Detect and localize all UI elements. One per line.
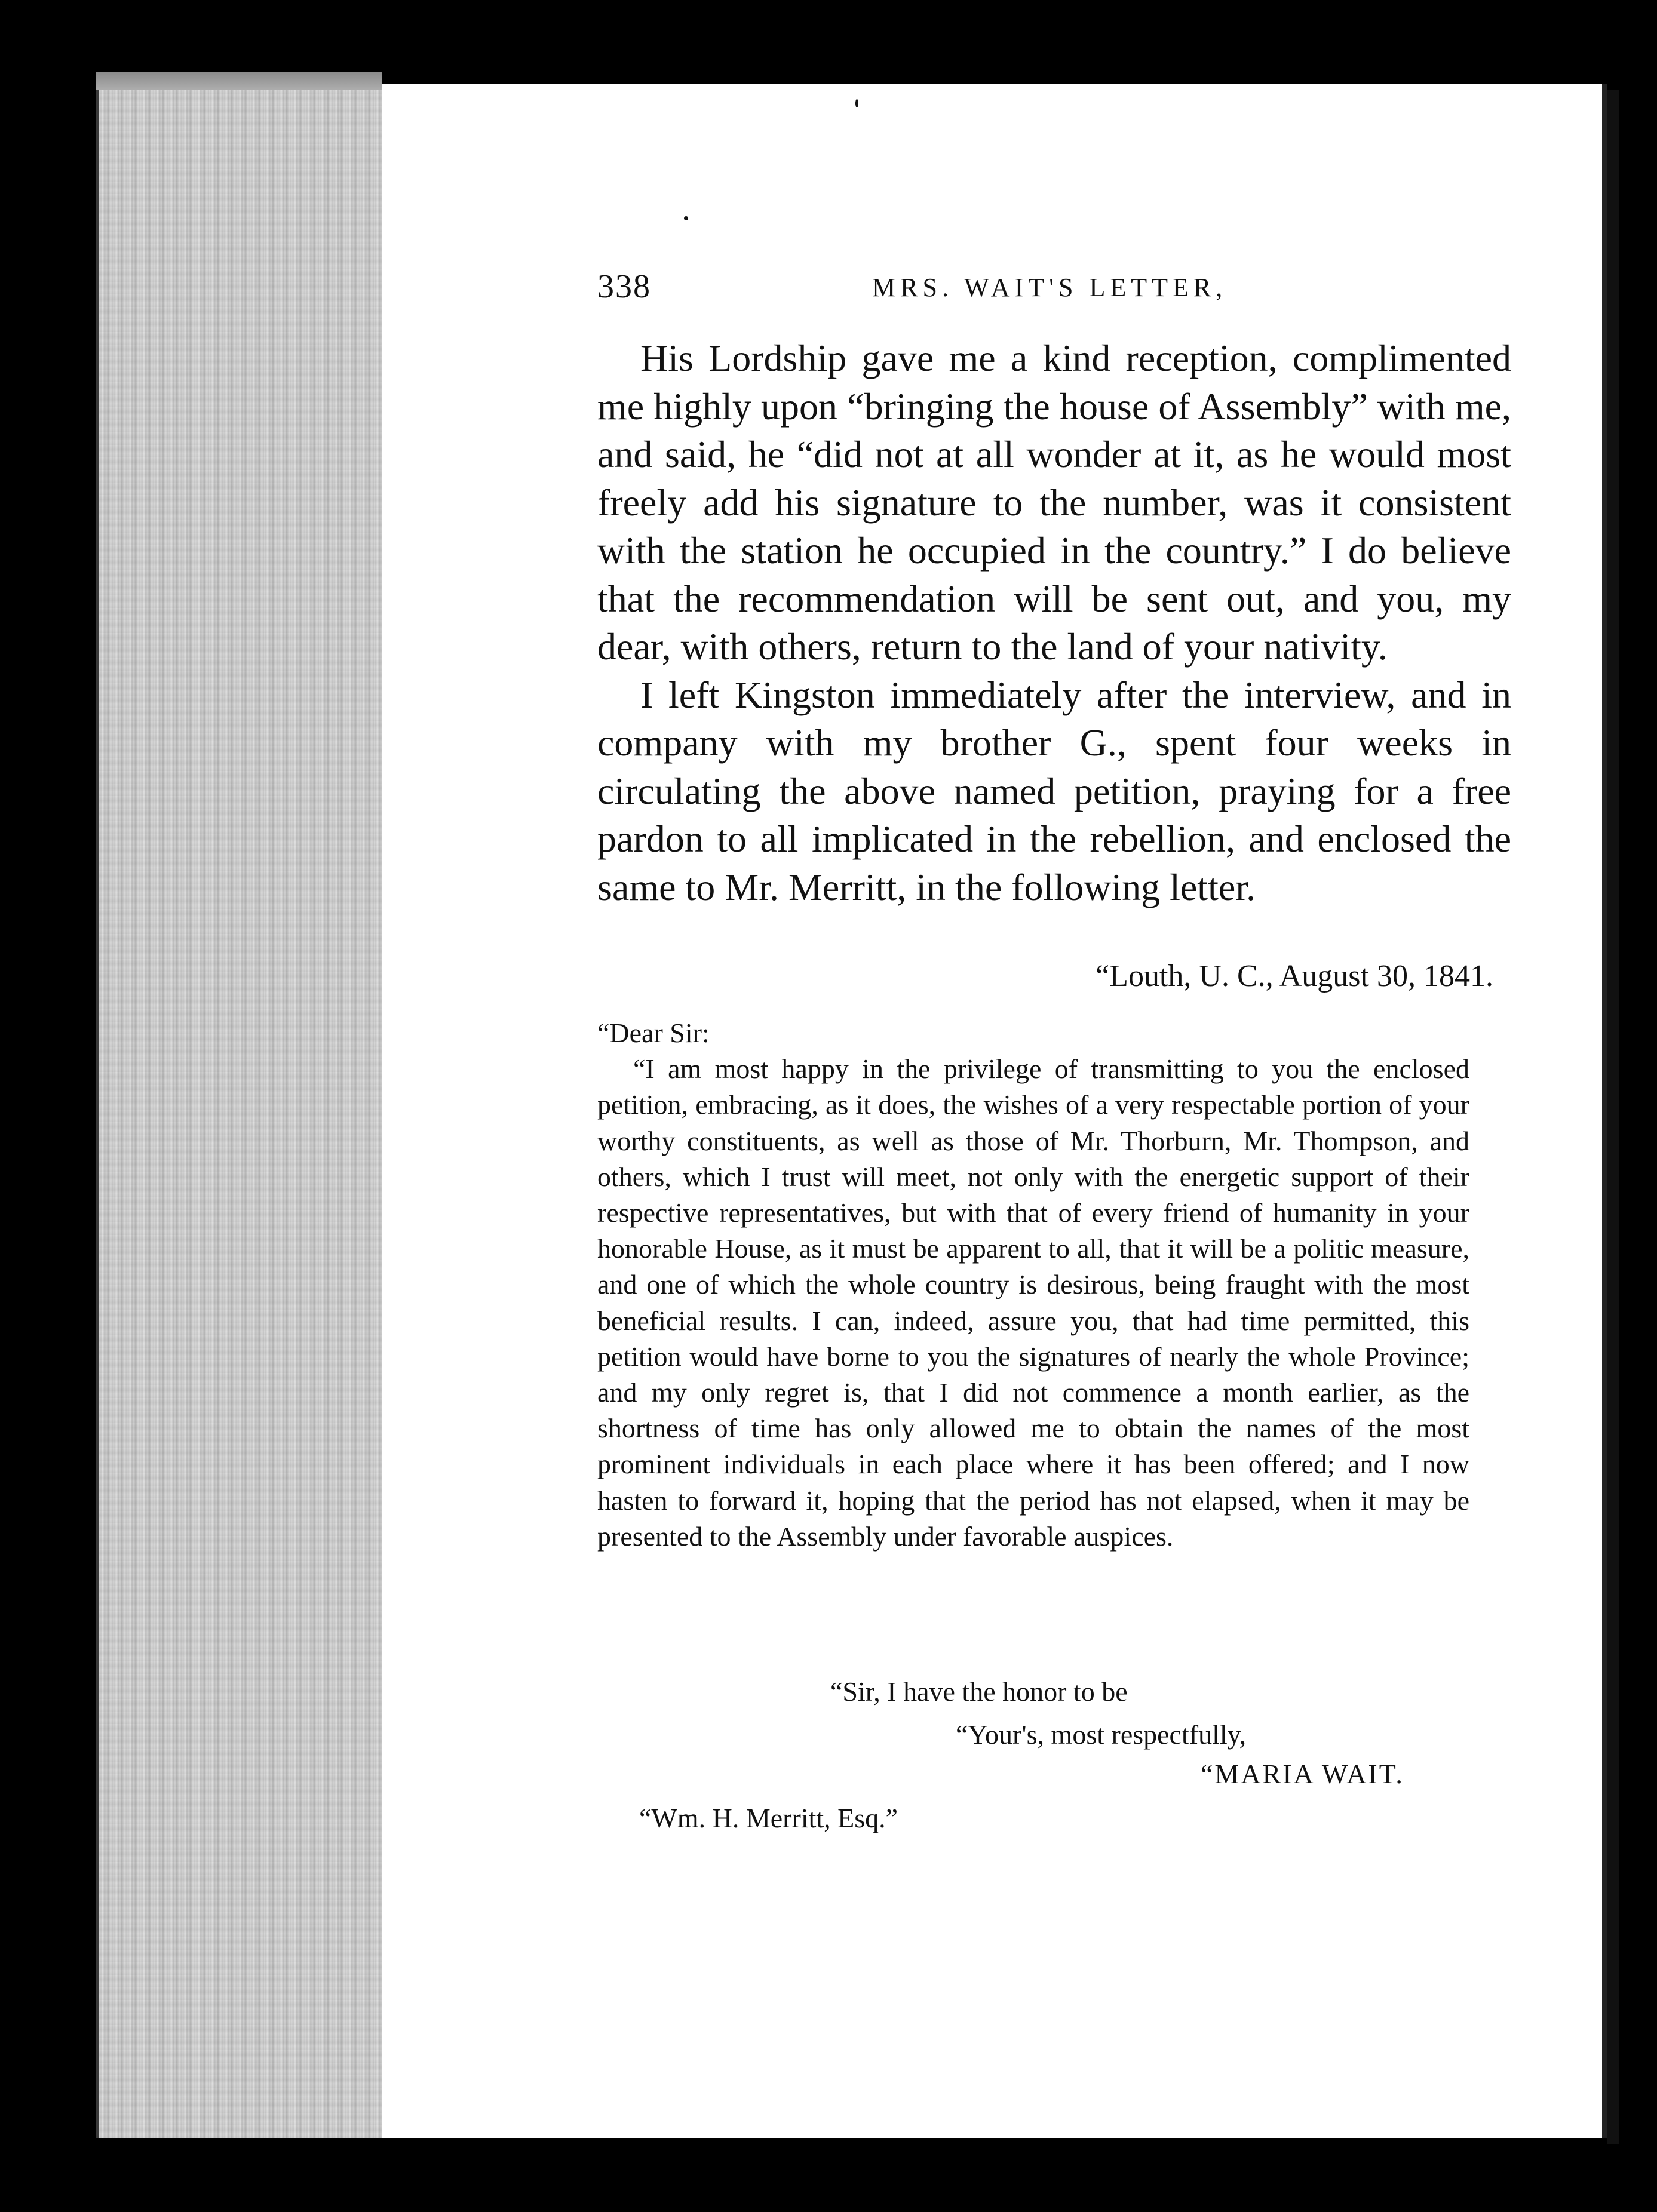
letter-body: “I am most happy in the privilege of transmitting to you the enclosed petition, embracing, as it does, the wishes of a very respectable portion of your worthy constituents, as well as those of Mr. Thorburn, Mr. Thompson, and others, which I trust will meet, not only with the energetic support of their respective representatives, but with that of every friend of humanity in your honorable House, as it must be apparent to all, that it will be a politic measure, and one of which the whole country is desirous, being fraught with the most beneficial results. I can, indeed, assure you, that had time permitted, this petition would have borne to you the signatures of nearly the whole Province; and my only regret is, that I did not commence a month earlier, as the shortness of time has only allowed me to obtain the names of the most prominent individuals in each place where it has been offered; and I now hasten to forward it, hoping that the period has not elapsed, when it may be presented to the Assembly under favorable auspices. — [597, 1053, 1469, 1552]
letter-addressee: “Wm. H. Merritt, Esq.” — [639, 1803, 898, 1833]
paragraph: His Lordship gave me a kind reception, complimented me highly upon “bringing the house of Assembly” with me, and said, he “did not at all wonder at it, as he would most freely add his signature to the number, was it consistent with the station he occupied in the country.” I do believe that the recommendation will be sent out, and you, my dear, with others, return to the land of your nativity. — [597, 337, 1511, 668]
letter-closing: “Sir, I have the honor to be — [830, 1676, 1128, 1707]
ink-speck — [855, 99, 858, 107]
running-title: MRS. WAIT'S LETTER, — [872, 273, 1228, 302]
paragraph: I left Kingston immediately after the interview, and in company with my brother G., spent four weeks in circulating the above named petition, praying for a free pardon to all implicated in the rebellion, and enclosed the same to Mr. Merritt, in the following letter. — [597, 673, 1511, 908]
body-text — [597, 334, 1511, 911]
letter — [597, 1015, 1469, 1554]
ink-speck — [684, 216, 688, 220]
page-number: 338 — [597, 268, 651, 305]
running-head — [597, 268, 1517, 315]
letter-valediction: “Your's, most respectfully, — [956, 1719, 1247, 1750]
letter-dateline: “Louth, U. C., August 30, 1841. — [1096, 959, 1493, 993]
book-page-edges — [96, 90, 386, 2138]
letter-salutation: “Dear Sir: — [597, 1018, 710, 1048]
letter-signature: “MARIA WAIT. — [1201, 1759, 1404, 1789]
page-right-shadow — [1607, 90, 1619, 2144]
